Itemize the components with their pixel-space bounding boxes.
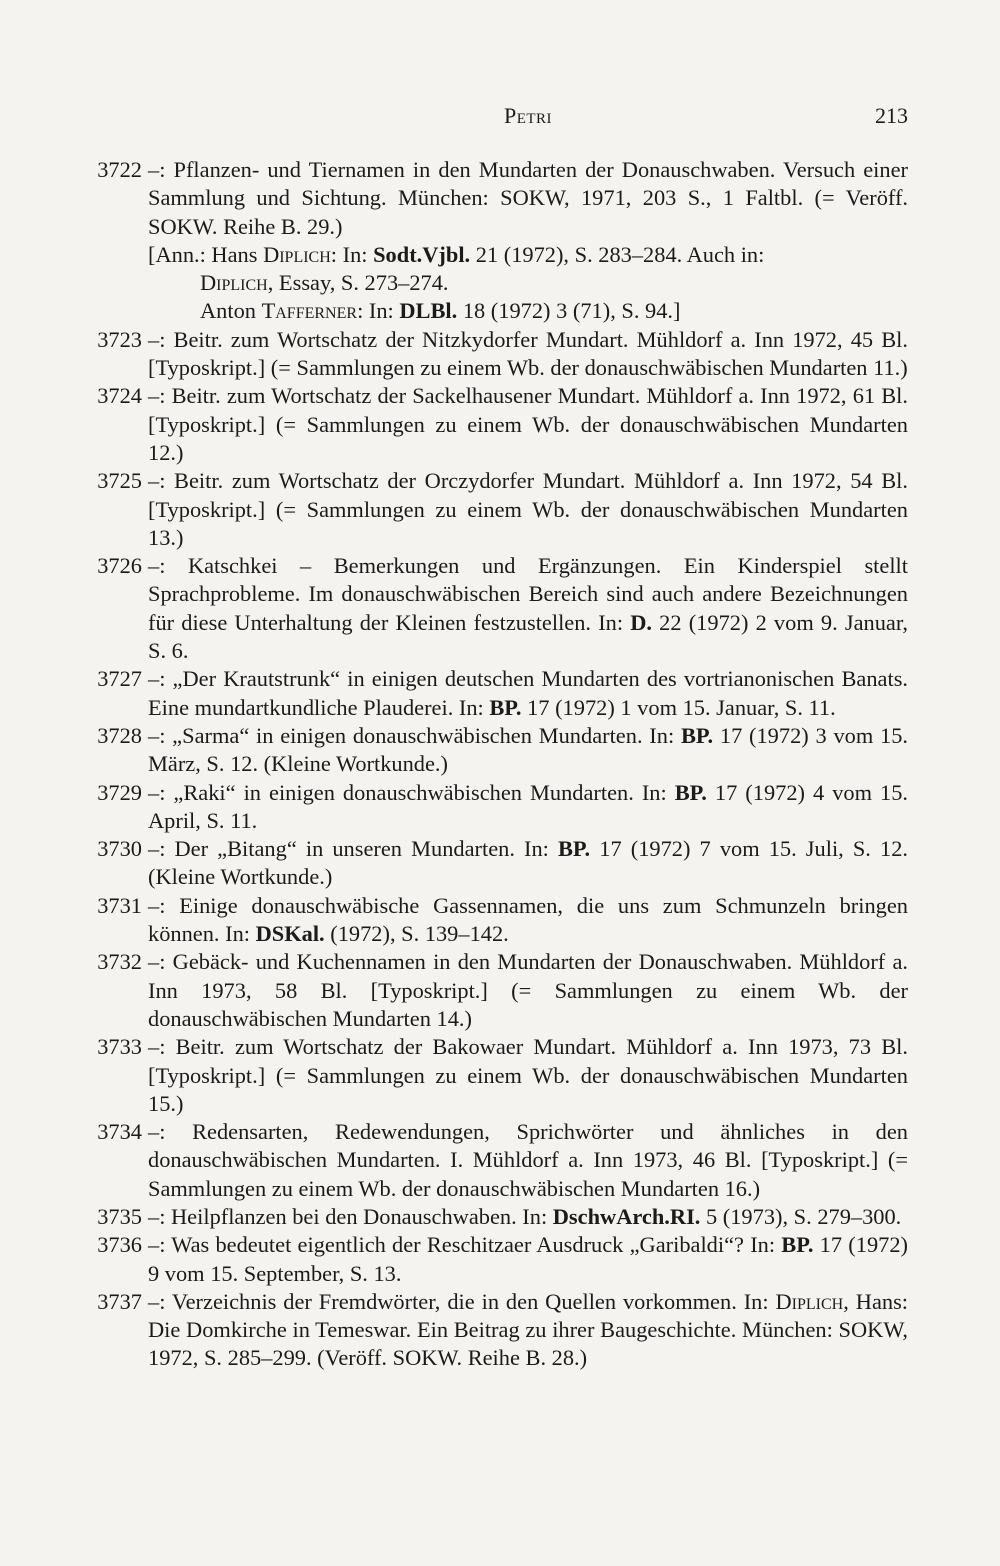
entry-number: 3730 bbox=[97, 836, 142, 862]
entry-text: –: Beitr. zum Wortschatz der Bakowaer Mundart. Mühldorf a. Inn 1973, 73 Bl. [Typoskript.] (= Sammlungen zu einem Wb. der donauschwäbischen Mundarten 15.) bbox=[148, 1034, 908, 1116]
annotation-3722 bbox=[0, 241, 908, 326]
annotation-line: Anton Tafferner: In: DLBl. 18 (1972) 3 (71), S. 94.] bbox=[200, 298, 681, 324]
page-header bbox=[148, 103, 908, 137]
journal-abbrev: BP. bbox=[558, 836, 591, 862]
entry-text: –: Verzeichnis der Fremdwörter, die in den Quellen vorkommen. In: Diplich, Hans: Die Domkirche in Temeswar. Ein Beitrag zu ihrer Baugeschichte. München: SOKW, 1972, S. 285–299. (Veröff. SOKW. Reihe B. 28.) bbox=[148, 1288, 909, 1371]
entry-3736 bbox=[0, 1231, 908, 1288]
journal-abbrev: DschwArch.RI. bbox=[552, 1203, 701, 1229]
entry-text: –: „Sarma“ in einigen donauschwäbischen Mundarten. In: BP. 17 (1972) 3 vom 15. März, S. 12. (Kleine Wortkunde.) bbox=[148, 722, 908, 777]
entry-number: 3733 bbox=[97, 1034, 142, 1060]
journal-abbrev: BP. bbox=[781, 1232, 814, 1258]
entry-3726 bbox=[0, 552, 908, 665]
entry-number: 3727 bbox=[97, 666, 142, 692]
entry-3733 bbox=[0, 1033, 908, 1118]
entry-number: 3729 bbox=[97, 779, 142, 805]
journal-abbrev: DSKal. bbox=[255, 921, 325, 947]
entry-3735 bbox=[0, 1203, 908, 1231]
entry-number: 3726 bbox=[97, 553, 142, 579]
entry-3727 bbox=[0, 665, 908, 722]
entry-number: 3722 bbox=[97, 157, 142, 182]
entry-3722 bbox=[0, 156, 908, 241]
entry-number: 3737 bbox=[97, 1288, 142, 1314]
entry-text: –: „Raki“ in einigen donauschwäbischen Mundarten. In: BP. 17 (1972) 4 vom 15. April, S. 11. bbox=[148, 779, 908, 833]
entry-number: 3732 bbox=[97, 949, 142, 975]
annotation-line: Diplich, Essay, S. 273–274. bbox=[200, 270, 449, 296]
entry-text: –: Beitr. zum Wortschatz der Sackelhausener Mundart. Mühldorf a. Inn 1972, 61 Bl. [Typoskript.] (= Sammlungen zu einem Wb. der donauschwäbischen Mundarten 12.) bbox=[148, 383, 908, 465]
entry-3732 bbox=[0, 948, 908, 1033]
entry-text: –: „Der Krautstrunk“ in einigen deutschen Mundarten des vortrianonischen Banats. Eine mundartkundliche Plauderei. In: BP. 17 (1972) 1 vom 15. Januar, S. 11. bbox=[148, 666, 908, 720]
entry-number: 3728 bbox=[97, 722, 142, 748]
entry-3731 bbox=[0, 892, 908, 949]
entry-text: –: Gebäck- und Kuchennamen in den Mundarten der Donauschwaben. Mühldorf a. Inn 1973, 58 Bl. [Typoskript.] (= Sammlungen zu einem Wb. der donauschwäbischen Mundarten 14.) bbox=[148, 949, 908, 1031]
entry-text: –: Katschkei – Bemerkungen und Ergänzungen. Ein Kinderspiel stellt Sprachprobleme. Im donauschwäbischen Bereich sind auch andere Bezeichnungen für diese Unterhaltung der Kleinen festzustellen. In: D. 22 (1972) 2 vom 9. Januar, S. 6. bbox=[148, 553, 908, 664]
entry-number: 3734 bbox=[97, 1119, 142, 1145]
entry-3728 bbox=[0, 722, 908, 779]
entry-number: 3731 bbox=[97, 892, 142, 918]
entry-text: –: Pflanzen- und Tiernamen in den Mundarten der Donauschwaben. Versuch einer Sammlung und Sichtung. München: SOKW, 1971, 203 S., 1 Faltbl. (= Veröff. SOKW. Reihe B. 29.) bbox=[148, 157, 908, 239]
entry-text: –: Einige donauschwäbische Gassennamen, die uns zum Schmunzeln bringen können. In: DSKal. (1972), S. 139–142. bbox=[148, 892, 908, 947]
journal-abbrev: D. bbox=[630, 609, 653, 635]
entry-number: 3736 bbox=[97, 1232, 142, 1258]
entry-text: –: Was bedeutet eigentlich der Reschitzaer Ausdruck „Garibaldi“? In: BP. 17 (1972) 9 vom 15. September, S. 13. bbox=[148, 1232, 908, 1286]
entry-number: 3724 bbox=[97, 383, 142, 409]
entry-3737 bbox=[0, 1288, 908, 1373]
entry-3734 bbox=[0, 1118, 908, 1203]
bibliography-list bbox=[0, 156, 1000, 1373]
running-head: Petri bbox=[503, 103, 553, 128]
entry-text: –: Der „Bitang“ in unseren Mundarten. In: BP. 17 (1972) 7 vom 15. Juli, S. 12. (Kleine Wortkunde.) bbox=[148, 836, 908, 890]
entry-3723 bbox=[0, 326, 908, 383]
author-name: Diplich bbox=[775, 1288, 844, 1314]
page-number: 213 bbox=[875, 103, 908, 128]
journal-abbrev: BP. bbox=[489, 694, 522, 720]
journal-abbrev: BP. bbox=[680, 722, 714, 748]
journal-abbrev: BP. bbox=[674, 779, 707, 805]
entry-3725 bbox=[0, 467, 908, 552]
entry-3729 bbox=[0, 779, 908, 836]
entry-3730 bbox=[0, 835, 908, 892]
entry-number: 3735 bbox=[97, 1203, 142, 1229]
entry-text: –: Heilpflanzen bei den Donauschwaben. In: DschwArch.RI. 5 (1973), S. 279–300. bbox=[148, 1203, 902, 1229]
entry-text: –: Beitr. zum Wortschatz der Nitzkydorfer Mundart. Mühldorf a. Inn 1972, 45 Bl. [Typoskript.] (= Sammlungen zu einem Wb. der donauschwäbischen Mundarten 11.) bbox=[148, 326, 908, 381]
entry-number: 3725 bbox=[97, 468, 142, 494]
entry-text: –: Beitr. zum Wortschatz der Orczydorfer Mundart. Mühldorf a. Inn 1972, 54 Bl. [Typoskript.] (= Sammlungen zu einem Wb. der donauschwäbischen Mundarten 13.) bbox=[148, 468, 908, 550]
entry-3724 bbox=[0, 382, 908, 467]
entry-text: –: Redensarten, Redewendungen, Sprichwörter und ähnliches in den donauschwäbischen Mundarten. I. Mühldorf a. Inn 1973, 46 Bl. [Typoskript.] (= Sammlungen zu einem Wb. der donauschwäbischen Mundarten 16.) bbox=[148, 1119, 908, 1201]
entry-number: 3723 bbox=[97, 326, 142, 352]
annotation-line: [Ann.: Hans Diplich: In: Sodt.Vjbl. 21 (1972), S. 283–284. Auch in: bbox=[148, 241, 765, 267]
